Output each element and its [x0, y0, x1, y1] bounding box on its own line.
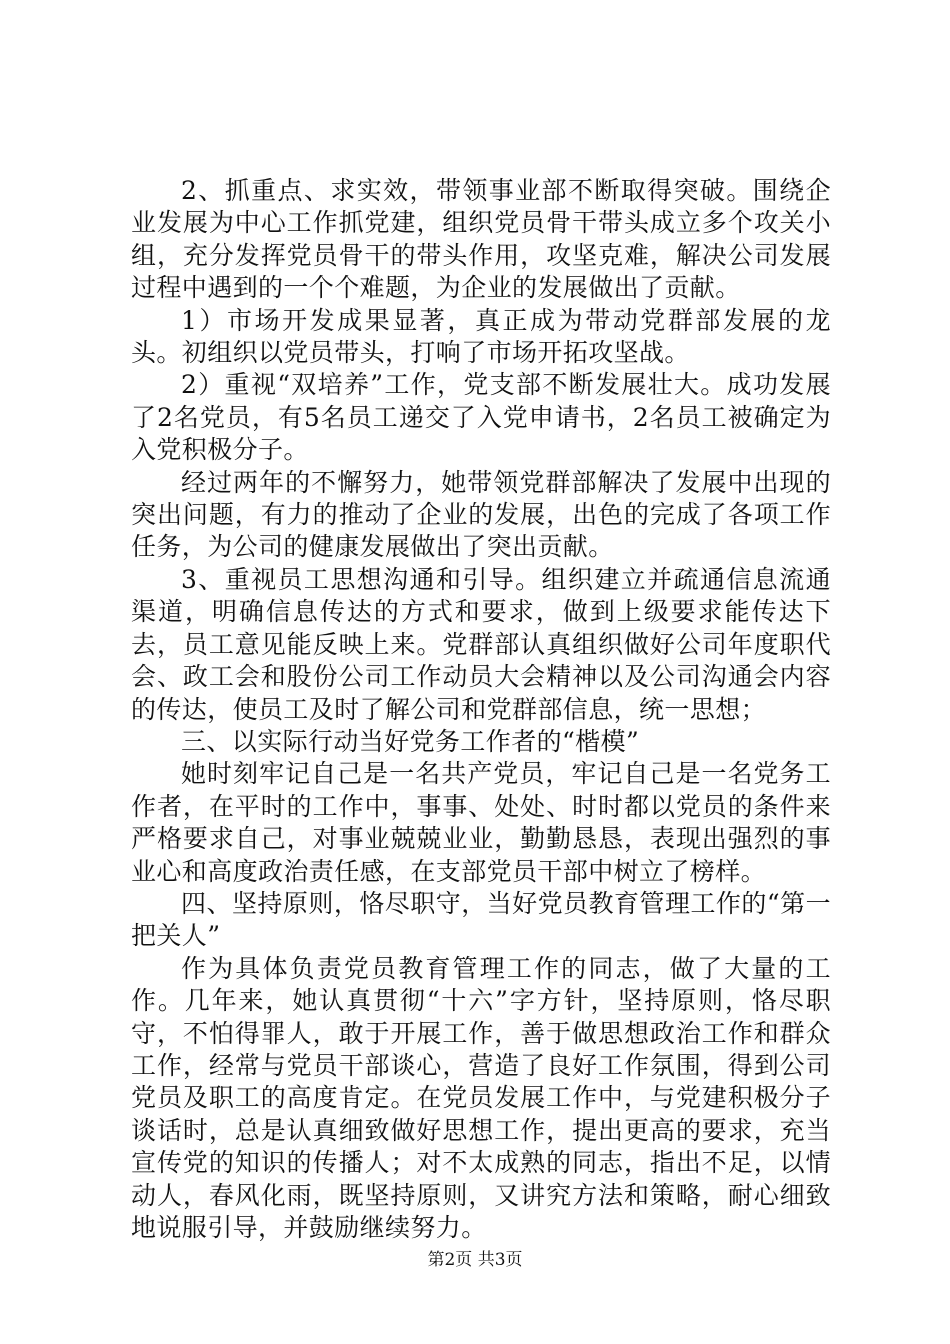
document-body	[131, 175, 831, 1244]
paragraph-3-employee-communication: 3、重视员工思想沟通和引导。组织建立并疏通信息流通渠道，明确信息传达的方式和要求，做到上级要求能传达下去，员工意见能反映上来。党群部认真组织做好公司年度职代会、政工会和股份公司工作动员大会精神以及公司沟通会内容的传达，使员工及时了解公司和党群部信息，统一思想；	[131, 564, 831, 724]
paragraph-double-cultivation: 2）重视“双培养”工作，党支部不断发展壮大。成功发展了2名党员，有5名员工递交了入党申请书，2名员工被确定为入党积极分子。	[131, 370, 831, 465]
paragraph-two-years-effort: 经过两年的不懈努力，她带领党群部解决了发展中出现的突出问题，有力的推动了企业的发展，出色的完成了各项工作任务，为公司的健康发展做出了突出贡献。	[131, 467, 831, 562]
paragraph-market-development: 1）市场开发成果显著，真正成为带动党群部发展的龙头。初组织以党员带头，打响了市场开拓攻坚战。	[131, 305, 831, 368]
paragraph-2-grasp-key-points: 2、抓重点、求实效，带领事业部不断取得突破。围绕企业发展为中心工作抓党建，组织党员骨干带头成立多个攻关小组，充分发挥党员骨干的带头作用，攻坚克难，解决公司发展过程中遇到的一个个难题，为企业的发展做出了贡献。	[131, 176, 831, 303]
section-heading-four: 四、坚持原则，恪尽职守，当好党员教育管理工作的“第一把关人”	[131, 888, 831, 951]
section-heading-three: 三、以实际行动当好党务工作者的“楷模”	[181, 726, 640, 756]
paragraph-education-management: 作为具体负责党员教育管理工作的同志，做了大量的工作。几年来，她认真贯彻“十六”字方针，坚持原则，恪尽职守，不怕得罪人，敢于开展工作，善于做思想政治工作和群众工作，经常与党员干部谈心，营造了良好工作氛围，得到公司党员及职工的高度肯定。在党员发展工作中，与党建积极分子谈话时，总是认真细致做好思想工作，提出更高的要求，充当宣传党的知识的传播人；对不太成熟的同志，指出不足，以情动人，春风化雨，既坚持原则，又讲究方法和策略，耐心细致地说服引导，并鼓励继续努力。	[131, 953, 831, 1242]
page-number-footer: 第2页 共3页	[427, 1250, 523, 1270]
paragraph-party-member-model: 她时刻牢记自己是一名共产党员，牢记自己是一名党务工作者，在平时的工作中，事事、处处、时时都以党员的条件来严格要求自己，对事业兢兢业业，勤勤恳恳，表现出强烈的事业心和高度政治责任感，在支部党员干部中树立了榜样。	[131, 759, 831, 886]
